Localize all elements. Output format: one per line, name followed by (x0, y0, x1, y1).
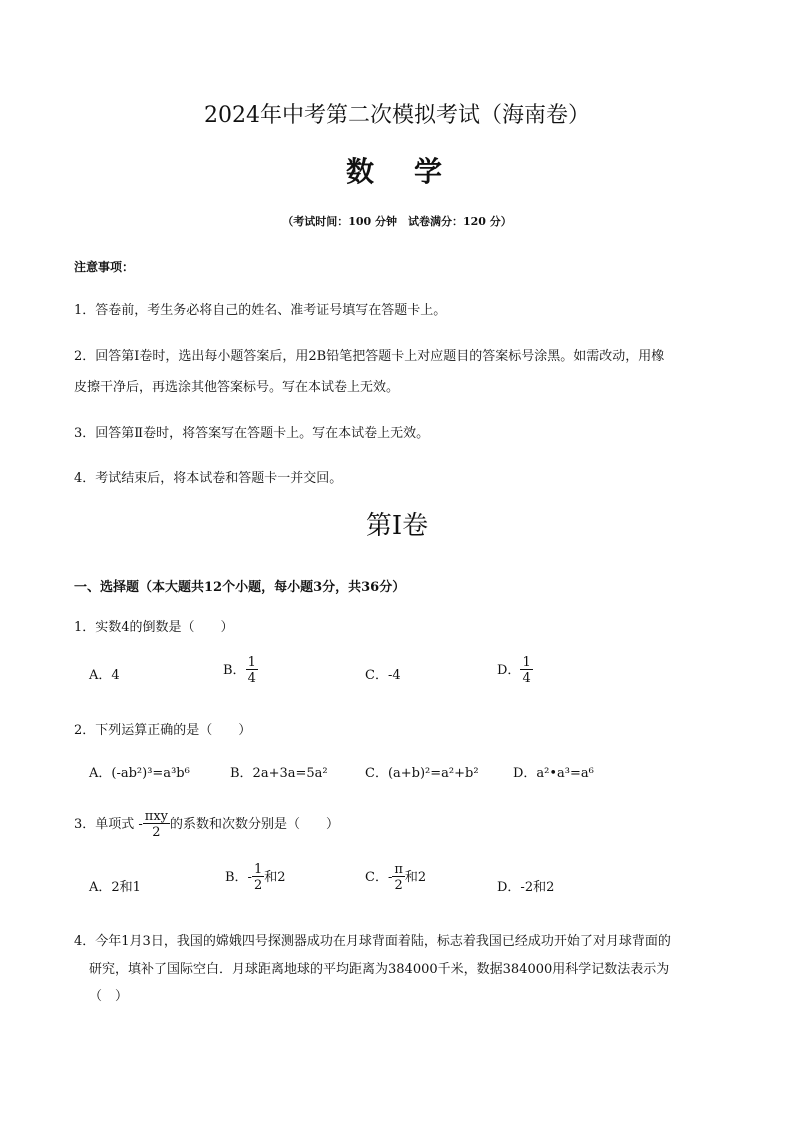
question-1-option-c: C．-4 (365, 668, 401, 683)
option-c-label: C．- (365, 870, 393, 885)
option-c-suffix: 和2 (404, 870, 427, 885)
question-3-suffix: 的系数和次数分别是（ ） (170, 817, 340, 832)
fraction-denominator: 4 (247, 671, 256, 686)
fraction (246, 656, 258, 685)
fraction (392, 863, 405, 892)
subject-title: 数 学 (345, 155, 448, 188)
question-1-option-a: A．4 (89, 668, 120, 683)
question-3-option-d: D．-2和2 (497, 880, 555, 895)
question-3-option-a: A．2和1 (89, 880, 141, 895)
question-2-option-d: D．a²•a³=a⁶ (513, 766, 594, 781)
note-item-4: 4．考试结束后，将本试卷和答题卡一并交回。 (74, 471, 343, 486)
fraction (252, 863, 264, 892)
option-b-label: B．- (225, 870, 252, 885)
question-4-line-3: （ ） (89, 989, 129, 1004)
fraction-numerator: 1 (522, 655, 531, 670)
question-3-option-c (365, 863, 426, 892)
exam-time-info: （考试时间：100 分钟 试卷满分：120 分） (282, 215, 512, 228)
section-title: 第Ⅰ卷 (365, 511, 429, 541)
fraction-denominator: 2 (253, 878, 263, 893)
question-2-option-a: A．(-ab²)³=a³b⁶ (89, 766, 190, 781)
question-2-option-c: C．(a+b)²=a²+b² (365, 766, 479, 781)
fraction-numerator: πxy (144, 809, 169, 824)
note-item-1: 1．答卷前，考生务必将自己的姓名、准考证号填写在答题卡上。 (74, 303, 447, 318)
question-1-option-d (497, 656, 533, 685)
question-1-stem: 1．实数4的倒数是（ ） (74, 620, 234, 635)
question-3-stem (74, 810, 339, 839)
question-3-prefix: 3．单项式 - (74, 817, 143, 832)
fraction (143, 810, 170, 839)
question-2-option-b: B．2a+3a=5a² (230, 766, 328, 781)
fraction-numerator: 1 (247, 655, 256, 670)
question-1-option-b (223, 656, 258, 685)
fraction (520, 656, 532, 685)
question-4-line-2: 研究，填补了国际空白．月球距离地球的平均距离为384000千米，数据384000用科学记数法表示为 (89, 962, 670, 977)
fraction-denominator: 2 (152, 825, 161, 840)
exam-title: 2024年中考第二次模拟考试（海南卷） (204, 103, 590, 128)
question-4-line-1: 4．今年1月3日，我国的嫦娥四号探测器成功在月球背面着陆，标志着我国已经成功开始了对月球背面的 (74, 934, 671, 949)
option-b-suffix: 和2 (264, 870, 286, 885)
fraction-numerator: π (394, 862, 403, 877)
fraction-denominator: 2 (394, 878, 403, 893)
question-3-option-b (225, 863, 286, 892)
notes-heading: 注意事项： (74, 260, 135, 274)
note-item-2-cont: 皮擦干净后，再选涂其他答案标号。写在本试卷上无效。 (74, 380, 400, 395)
note-item-3: 3．回答第Ⅱ卷时，将答案写在答题卡上。写在本试卷上无效。 (74, 426, 430, 441)
question-2-stem: 2．下列运算正确的是（ ） (74, 723, 252, 738)
fraction-denominator: 4 (522, 671, 531, 686)
fraction-numerator: 1 (253, 862, 263, 877)
note-item-2: 2．回答第Ⅰ卷时，选出每小题答案后，用2B铅笔把答题卡上对应题目的答案标号涂黑。如需改动，用橡 (74, 349, 665, 364)
part-heading: 一、选择题（本大题共12个小题，每小题3分，共36分） (74, 580, 406, 595)
option-d-label: D． (497, 663, 521, 678)
option-b-label: B． (223, 663, 246, 678)
